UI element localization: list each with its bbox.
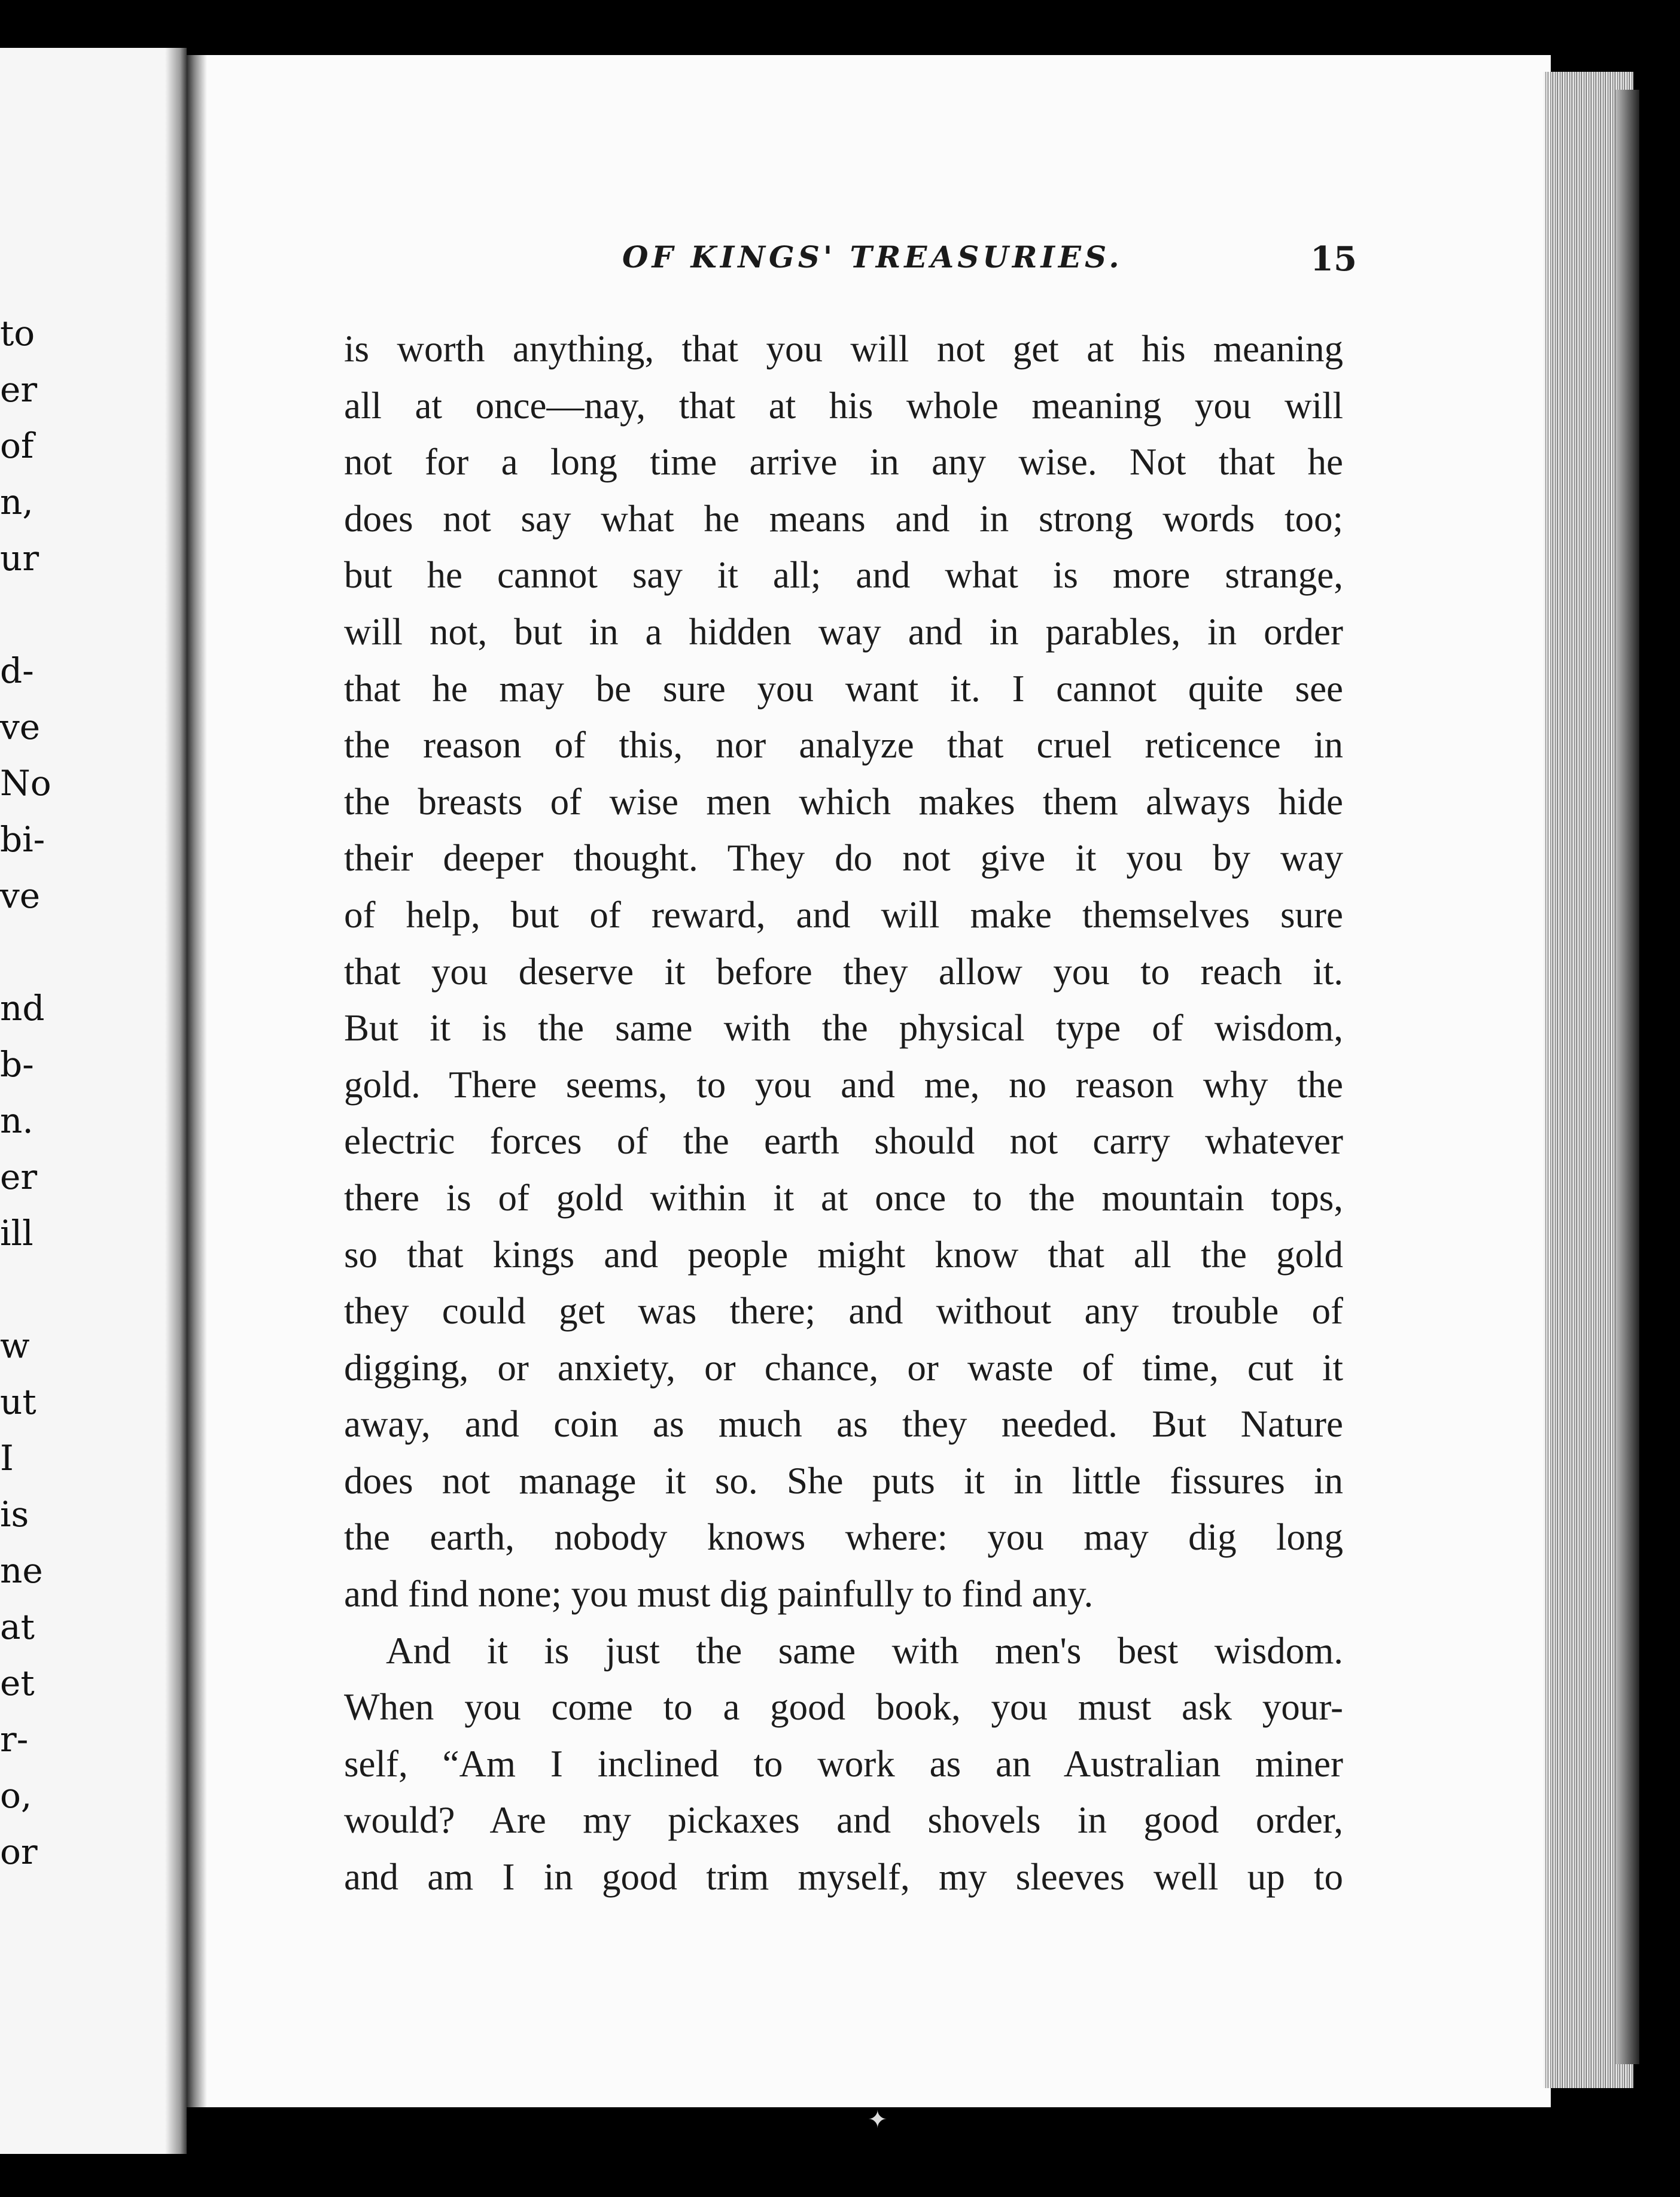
facing-page-fragment: nd <box>0 988 45 1028</box>
running-head: OF KINGS' TREASURIES. <box>622 239 1123 275</box>
facing-page-fragment: or <box>0 1831 38 1872</box>
facing-page-fragment: No <box>0 763 51 804</box>
text-line: the breasts of wise men which makes them always hide <box>344 780 1343 823</box>
text-line: that he may be sure you want it. I cannot quite see <box>344 667 1343 710</box>
facing-page-fragment: n, <box>0 482 34 522</box>
facing-page-fragment: o, <box>0 1775 32 1816</box>
facing-page-fragment: ur <box>0 538 39 579</box>
facing-page-fragment: ut <box>0 1382 36 1422</box>
page-block-shadow <box>1615 90 1639 2064</box>
bottom-ornament-mark: ✦ <box>868 2106 888 2134</box>
text-line: does not manage it so. She puts it in little fissures in <box>344 1459 1343 1502</box>
facing-page-fragment: n. <box>0 1100 34 1141</box>
text-line: gold. There seems, to you and me, no reason why the <box>344 1063 1343 1106</box>
text-line: And it is just the same with men's best wisdom. <box>386 1629 1343 1672</box>
facing-page-fragment: b- <box>0 1044 34 1085</box>
body-text <box>344 321 1343 1906</box>
facing-page-fragment: w <box>0 1325 30 1366</box>
page-number: 15 <box>1310 239 1357 279</box>
text-line: so that kings and people might know that all the gold <box>344 1233 1343 1276</box>
text-line: will not, but in a hidden way and in parables, in order <box>344 610 1343 653</box>
facing-page-fragment: ill <box>0 1213 34 1253</box>
facing-page-fragment: I <box>0 1438 14 1478</box>
facing-page-fragment: ve <box>0 707 41 747</box>
text-line: and am I in good trim myself, my sleeves well up to <box>344 1856 1343 1898</box>
facing-page-fragment: of <box>0 425 34 466</box>
text-line: there is of gold within it at once to the mountain tops, <box>344 1176 1343 1219</box>
facing-page-fragment: to <box>0 313 35 354</box>
facing-page-fragment: ve <box>0 875 41 916</box>
text-line: the reason of this, nor analyze that cruel reticence in <box>344 724 1343 766</box>
text-line: When you come to a good book, you must ask your- <box>344 1686 1343 1729</box>
text-line: and find none; you must dig painfully to find any. <box>344 1573 1094 1615</box>
facing-page-fragment: er <box>0 1157 38 1197</box>
text-line: they could get was there; and without any trouble of <box>344 1290 1343 1332</box>
text-line: But it is the same with the physical type of wisdom, <box>344 1007 1343 1049</box>
facing-page <box>0 48 187 2154</box>
text-line: not for a long time arrive in any wise. Not that he <box>344 441 1343 483</box>
facing-page-fragment: ne <box>0 1550 43 1591</box>
text-line: would? Are my pickaxes and shovels in good order, <box>344 1799 1343 1842</box>
text-line: but he cannot say it all; and what is more strange, <box>344 554 1343 597</box>
facing-page-fragment: er <box>0 369 38 410</box>
text-line: self, “Am I inclined to work as an Australian miner <box>344 1742 1343 1785</box>
text-line: does not say what he means and in strong words too; <box>344 497 1343 540</box>
facing-page-fragment: bi- <box>0 819 45 860</box>
text-line: electric forces of the earth should not carry whatever <box>344 1120 1343 1163</box>
text-line: digging, or anxiety, or chance, or waste of time, cut it <box>344 1346 1343 1389</box>
page-binding-edge <box>187 55 207 2107</box>
facing-page-fragment: is <box>0 1494 29 1535</box>
text-line: that you deserve it before they allow you to reach it. <box>344 950 1343 993</box>
text-line: all at once—nay, that at his whole meaning you will <box>344 384 1343 427</box>
text-line: is worth anything, that you will not get at his meaning <box>344 328 1343 370</box>
facing-page-fragment: d- <box>0 650 34 691</box>
gutter-shadow <box>165 48 187 2154</box>
text-line: their deeper thought. They do not give it you by way <box>344 837 1343 880</box>
facing-page-fragment: et <box>0 1663 35 1703</box>
text-line: of help, but of reward, and will make themselves sure <box>344 893 1343 936</box>
facing-page-fragment: r- <box>0 1719 29 1760</box>
text-line: away, and coin as much as they needed. But Nature <box>344 1403 1343 1446</box>
text-line: the earth, nobody knows where: you may dig long <box>344 1516 1343 1559</box>
facing-page-fragment: at <box>0 1606 35 1647</box>
